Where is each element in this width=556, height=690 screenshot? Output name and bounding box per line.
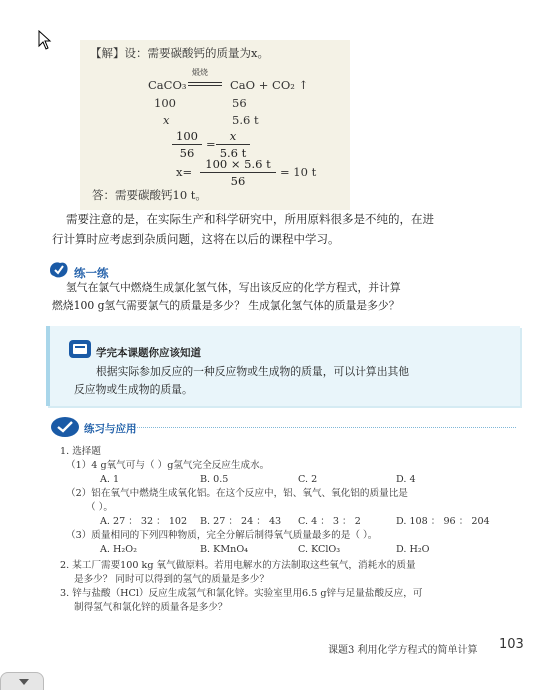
- calc-fraction: 100 × 5.6 t 56: [200, 157, 276, 188]
- question-2-line-2: 是多少？ 同时可以得到的氢气的质量是多少？: [74, 574, 269, 585]
- practice-icon: [50, 416, 80, 438]
- equation-arrow: [188, 82, 222, 83]
- chapter-footer: 课题3 利用化学方程式的简单计算: [328, 645, 478, 656]
- ratio-fraction-left: 100 56: [172, 129, 202, 160]
- exercise-icon: [48, 260, 70, 280]
- option-1-2-c: C. 4 ： 3 ： 2: [298, 516, 361, 527]
- mass-right: 56: [232, 96, 247, 110]
- option-1-3-d: D. H₂O: [396, 544, 430, 555]
- knowledge-line-2: 反应物或生成物的质量。: [74, 383, 193, 396]
- question-1-2: （2）铝在氧气中燃烧生成氧化铝。在这个反应中，铝、氧气、氧化铝的质量比是: [66, 488, 408, 499]
- equation-reactant: CaCO₃: [148, 78, 187, 92]
- exercise-title: 练一练: [74, 266, 109, 280]
- calc-result: = 10 t: [280, 165, 317, 179]
- mass-left: 100: [154, 96, 176, 110]
- option-1-3-c: C. KClO₃: [298, 544, 341, 555]
- question-3-line-1: 3. 锌与盐酸（HCl）反应生成氢气和氯化锌。实验室里用6.5 g锌与足量盐酸反应，可: [60, 588, 423, 599]
- option-1-1-b: B. 0.5: [200, 474, 229, 485]
- note-line-2: 行计算时应考虑到杂质问题，这将在以后的课程中学习。: [52, 232, 340, 246]
- page-scroll-tab[interactable]: [0, 672, 44, 690]
- unknown-left: x: [163, 113, 170, 127]
- exercise-line-1: 氢气在氯气中燃烧生成氯化氢气体，写出该反应的化学方程式，并计算: [66, 281, 401, 294]
- equation-products: CaO + CO₂ ↑: [230, 78, 309, 92]
- question-1-3: （3）质量相同的下列四种物质，完全分解后制得氧气质量最多的是（ ）。: [66, 530, 378, 541]
- chevron-down-icon: [19, 679, 29, 685]
- option-1-1-a: A. 1: [100, 474, 120, 485]
- page-number: 103: [499, 637, 524, 652]
- option-1-1-d: D. 4: [396, 474, 416, 485]
- knowledge-title: 学完本课题你应该知道: [96, 347, 201, 359]
- knowledge-line-1: 根据实际参加反应的一种反应物或生成物的质量，可以计算出其他: [96, 365, 410, 378]
- known-right: 5.6 t: [232, 113, 259, 127]
- cursor-arrow-icon: [38, 30, 52, 50]
- option-1-2-a: A. 27 ： 32 ： 102: [100, 516, 188, 527]
- exercise-line-2: 燃烧100 g氢气需要氯气的质量是多少？ 生成氯化氢气体的质量是多少？: [52, 299, 400, 312]
- ratio-fraction-right: x 5.6 t: [216, 129, 250, 160]
- solution-answer: 答：需要碳酸钙10 t。: [92, 188, 207, 202]
- question-1-1: （1）4 g氧气可与（ ）g氢气完全反应生成水。: [66, 460, 270, 471]
- knowledge-icon: [68, 338, 92, 360]
- calc-lhs: x=: [176, 165, 193, 179]
- option-1-1-c: C. 2: [298, 474, 318, 485]
- solution-heading: 【解】设：需要碳酸钙的质量为x。: [90, 46, 269, 60]
- practice-title: 练习与应用: [84, 423, 137, 435]
- divider: [92, 427, 516, 428]
- option-1-3-b: B. KMnO₄: [200, 544, 249, 555]
- question-3-line-2: 制得氢气和氯化锌的质量各是多少？: [74, 602, 228, 613]
- question-1-2-blank: （ ）。: [86, 502, 114, 513]
- option-1-3-a: A. H₂O₂: [100, 544, 137, 555]
- note-line-1: 需要注意的是，在实际生产和科学研究中，所用原料很多是不纯的，在进: [66, 212, 434, 226]
- ratio-equals: =: [206, 137, 216, 151]
- option-1-2-b: B. 27 ： 24 ： 43: [200, 516, 282, 527]
- equation-condition: 煅烧: [192, 68, 208, 77]
- option-1-2-d: D. 108 ： 96 ： 204: [396, 516, 490, 527]
- question-2-line-1: 2. 某工厂需要100 kg 氧气做原料。若用电解水的方法制取这些氧气，消耗水的质量: [60, 560, 416, 571]
- question-1: 1. 选择题: [60, 446, 101, 457]
